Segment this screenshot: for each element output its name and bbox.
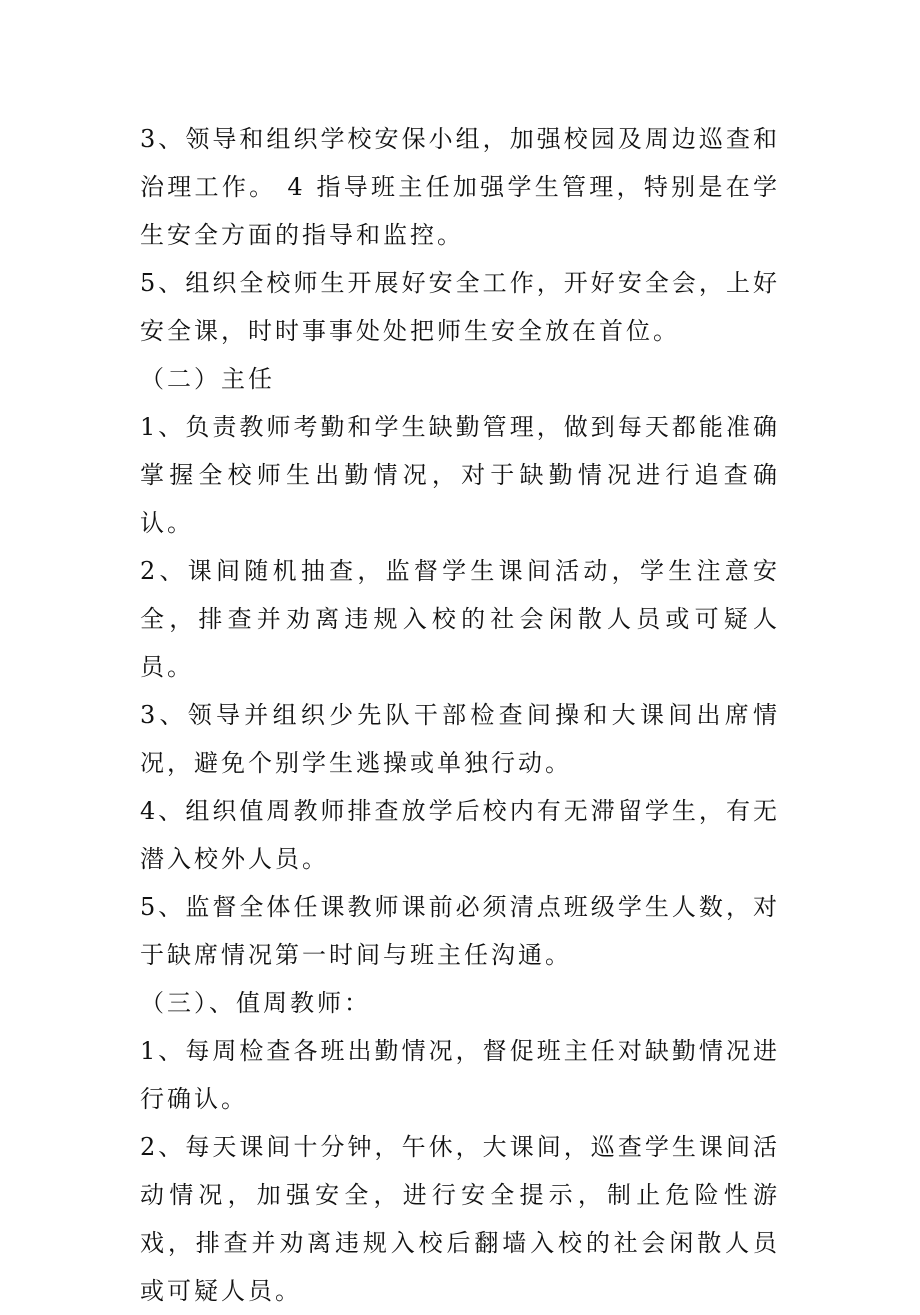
paragraph-director-duty-4: 4、组织值周教师排查放学后校内有无滞留学生，有无潜入校外人员。: [140, 797, 780, 873]
document-page: [140, 115, 780, 1315]
paragraph-director-duty-2: 2、课间随机抽查，监督学生课间活动，学生注意安全，排查并劝离违规入校的社会闲散人员或可疑人员。: [140, 557, 780, 681]
paragraph-duty-teacher-2: 2、每天课间十分钟，午休，大课间，巡查学生课间活动情况，加强安全，进行安全提示，制止危险性游戏，排查并劝离违规入校后翻墙入校的社会闲散人员或可疑人员。: [140, 1133, 780, 1305]
paragraph-leader-duty-3-4: 3、领导和组织学校安保小组，加强校园及周边巡查和治理工作。 4 指导班主任加强学生管理，特别是在学生安全方面的指导和监控。: [140, 125, 780, 249]
paragraph-duty-teacher-1: 1、每周检查各班出勤情况，督促班主任对缺勤情况进行确认。: [140, 1037, 780, 1113]
section-heading-director: （二）主任: [140, 365, 275, 393]
paragraph-director-duty-1: 1、负责教师考勤和学生缺勤管理，做到每天都能准确掌握全校师生出勤情况，对于缺勤情况进行追查确认。: [140, 413, 780, 537]
paragraph-director-duty-3: 3、领导并组织少先队干部检查间操和大课间出席情况，避免个别学生逃操或单独行动。: [140, 701, 780, 777]
paragraph-director-duty-5: 5、监督全体任课教师课前必须清点班级学生人数，对于缺席情况第一时间与班主任沟通。: [140, 893, 780, 969]
section-heading-duty-teacher: （三）、值周教师：: [140, 989, 371, 1017]
paragraph-leader-duty-5: 5、组织全校师生开展好安全工作，开好安全会，上好安全课，时时事事处处把师生安全放在首位。: [140, 269, 780, 345]
